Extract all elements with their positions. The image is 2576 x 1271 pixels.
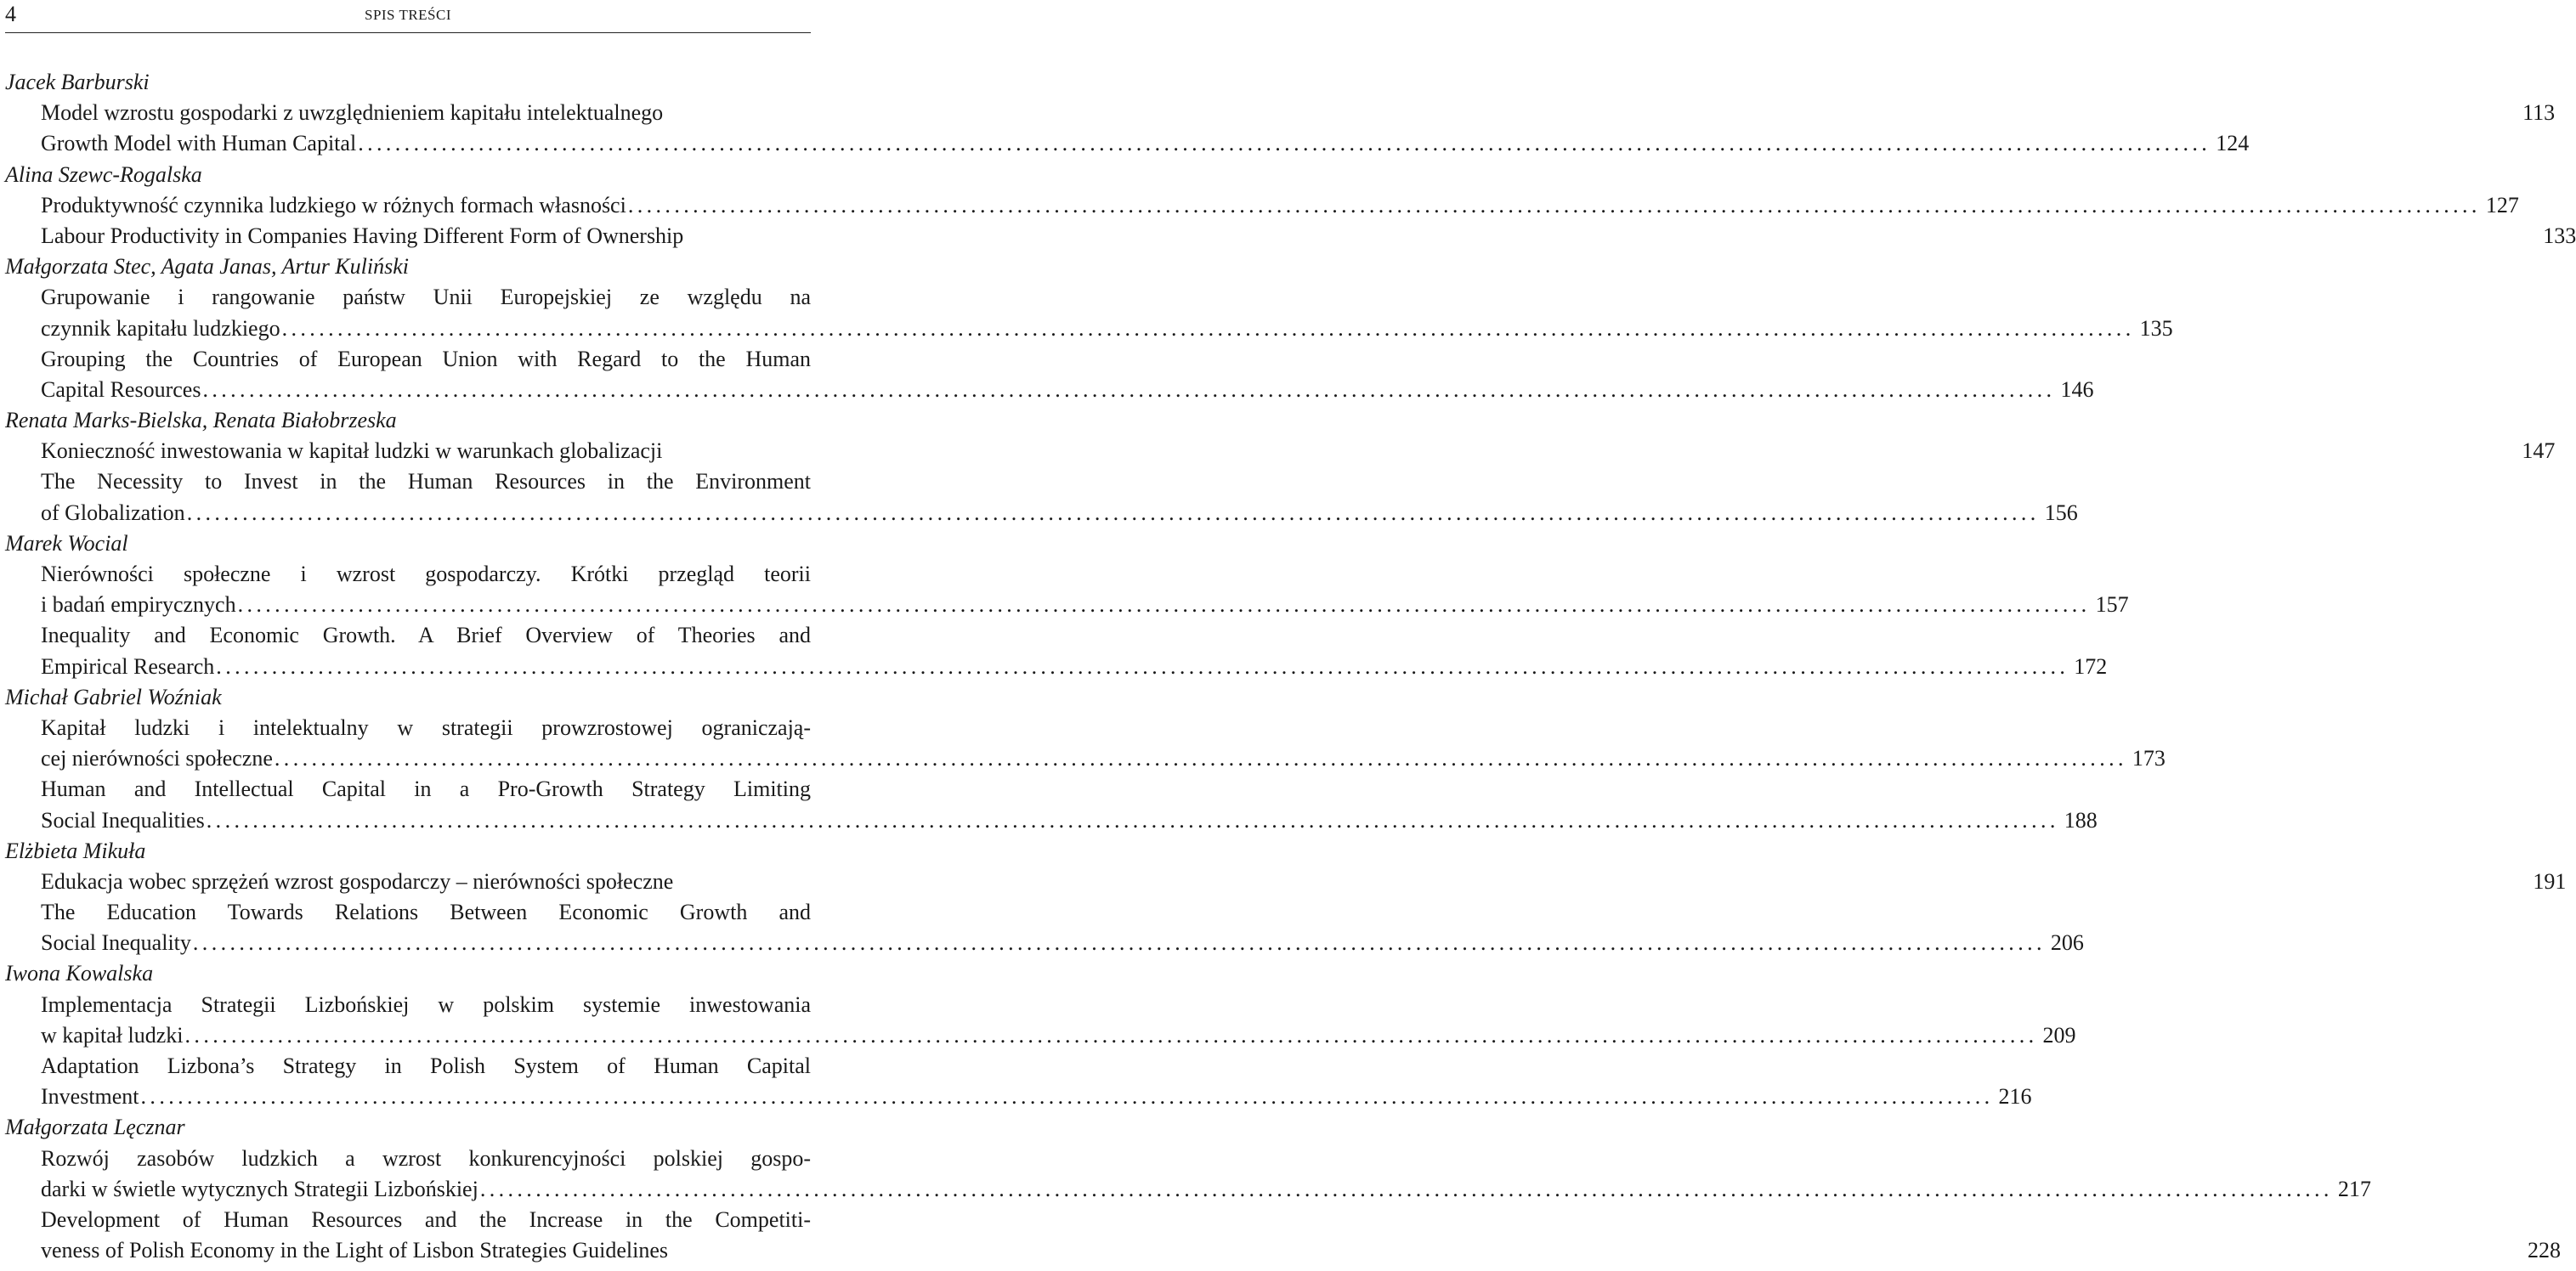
entry-last-line xyxy=(41,1082,2032,1112)
entry-title-line: Implementacja Strategii Lizbońskiej w polskim systemie inwestowania xyxy=(41,991,811,1017)
dot-leader: ........................................................................................................................................................................................................ xyxy=(202,376,2056,402)
dot-leader: ........................................................................................................................................................................................................ xyxy=(237,592,2091,618)
page-reference: 206 xyxy=(2050,930,2084,956)
entry-last-line xyxy=(41,128,2250,159)
entry-title-text: Model wzrostu gospodarki z uwzględnieniem kapitału intelektualnego xyxy=(41,100,664,126)
entry-last-line xyxy=(41,590,2129,620)
entry-title-text: Investment xyxy=(41,1084,139,1110)
entry-last-line xyxy=(41,498,2078,528)
author-name: Małgorzata Stec, Agata Janas, Artur Kuliński xyxy=(5,254,409,280)
entry-last-line xyxy=(41,652,2108,682)
toc-entry[interactable] xyxy=(41,559,2129,620)
dot-leader: ........................................................................................................................................................................................................ xyxy=(281,315,2135,341)
entry-title-line: Grupowanie i rangowanie państw Unii Europejskiej ze względu na xyxy=(41,285,811,310)
entry-title-line: Kapitał ludzki i intelektualny w strategii prowzrostowej ograniczają- xyxy=(41,715,811,740)
entry-last-line xyxy=(41,867,2567,897)
page-reference: 172 xyxy=(2074,653,2108,679)
toc-entry[interactable] xyxy=(41,774,2098,835)
entry-title-text: cej nierówności społeczne xyxy=(41,746,273,771)
running-head: SPIS TREŚCI xyxy=(364,7,452,23)
page-reference: 173 xyxy=(2132,746,2166,771)
dot-leader: ........................................................................................................................................................................................................ xyxy=(184,1022,2038,1048)
toc-entry[interactable] xyxy=(41,1051,2032,1112)
entry-title-text: Social Inequalities xyxy=(41,807,205,833)
page-reference: 135 xyxy=(2139,315,2173,341)
toc-entry[interactable] xyxy=(41,466,2078,528)
dot-leader: ........................................................................................................................................................................................................ xyxy=(358,131,2211,156)
dot-leader: ........................................................................................................................................................................................................ xyxy=(216,653,2069,679)
page-reference: 156 xyxy=(2044,500,2078,525)
table-of-contents xyxy=(0,67,2576,1266)
entry-title-text: darki w świetle wytycznych Strategii Lizbońskiej xyxy=(41,1176,478,1201)
entry-title-text: Empirical Research xyxy=(41,653,215,679)
entry-last-line xyxy=(41,375,2094,405)
entry-last-line xyxy=(41,190,2519,221)
author-name: Iwona Kowalska xyxy=(5,961,154,986)
toc-entry[interactable] xyxy=(41,436,2556,466)
page-reference: 127 xyxy=(2485,192,2519,217)
page-reference: 209 xyxy=(2042,1022,2076,1048)
entry-title-line: Nierówności społeczne i wzrost gospodarczy. Krótki przegląd teorii xyxy=(41,562,811,586)
toc-entry[interactable] xyxy=(41,1205,2562,1266)
entry-last-line xyxy=(41,314,2173,344)
page-header xyxy=(0,0,816,34)
entry-title-text: w kapitał ludzki xyxy=(41,1022,184,1048)
author-name: Renata Marks-Bielska, Renata Białobrzeska xyxy=(5,408,397,433)
toc-entry[interactable] xyxy=(41,897,2084,958)
page-reference: 191 xyxy=(2533,868,2567,894)
entry-title-line: Inequality and Economic Growth. A Brief Overview of Theories and xyxy=(41,623,811,648)
entry-title-text: Edukacja wobec sprzężeń wzrost gospodarczy – nierówności społeczne xyxy=(41,868,674,894)
page-reference: 228 xyxy=(2528,1238,2562,1263)
page-reference: 147 xyxy=(2522,438,2556,464)
entry-title-text: Produktywność czynnika ludzkiego w różnych formach własności xyxy=(41,192,626,217)
toc-entry[interactable] xyxy=(41,128,2250,159)
author-name: Alina Szewc-Rogalska xyxy=(5,161,202,187)
dot-leader: ........................................................................................................................................................................................................ xyxy=(274,746,2127,771)
entry-last-line xyxy=(41,98,2556,128)
entry-title-text: of Globalization xyxy=(41,500,185,525)
entry-title-text: czynnik kapitału ludzkiego xyxy=(41,315,280,341)
toc-entry[interactable] xyxy=(41,344,2094,405)
page-reference: 216 xyxy=(1998,1084,2032,1110)
entry-title-text: Social Inequality xyxy=(41,930,191,956)
page-reference: 113 xyxy=(2522,100,2556,126)
page-reference: 157 xyxy=(2095,592,2129,618)
entry-title-text: Labour Productivity in Companies Having Different Form of Ownership xyxy=(41,223,684,248)
entry-title-text: Konieczność inwestowania w kapitał ludzki w warunkach globalizacji xyxy=(41,438,663,464)
toc-entry[interactable] xyxy=(41,98,2556,128)
entry-last-line xyxy=(41,743,2166,774)
author-name: Jacek Barburski xyxy=(5,70,150,94)
entry-title-line: Human and Intellectual Capital in a Pro-Growth Strategy Limiting xyxy=(41,777,811,802)
toc-entry[interactable] xyxy=(41,713,2166,774)
dot-leader: ........................................................................................................................................................................................................ xyxy=(627,192,2481,217)
entry-title-text: Capital Resources xyxy=(41,376,201,402)
dot-leader: ........................................................................................................................................................................................................ xyxy=(479,1176,2333,1201)
header-rule xyxy=(5,32,811,33)
page-reference: 146 xyxy=(2060,376,2094,402)
toc-entry[interactable] xyxy=(41,190,2519,221)
entry-title-line: Adaptation Lizbona’s Strategy in Polish System of Human Capital xyxy=(41,1054,811,1078)
dot-leader: ........................................................................................................................................................................................................ xyxy=(140,1084,1994,1110)
entry-title-text: i badań empirycznych xyxy=(41,592,236,618)
entry-title-line: The Education Towards Relations Between Economic Growth and xyxy=(41,900,811,925)
toc-entry[interactable] xyxy=(41,221,2576,251)
dot-leader: ........................................................................................................................................................................................................ xyxy=(206,807,2059,833)
entry-last-line xyxy=(41,1235,2562,1266)
toc-entry[interactable] xyxy=(41,990,2076,1051)
entry-title-text: veness of Polish Economy in the Light of Lisbon Strategies Guidelines xyxy=(41,1238,669,1263)
toc-entry[interactable] xyxy=(41,620,2108,681)
entry-title-line: The Necessity to Invest in the Human Resources in the Environment xyxy=(41,469,811,494)
page-reference: 217 xyxy=(2337,1176,2371,1201)
page-reference: 188 xyxy=(2064,807,2098,833)
entry-last-line xyxy=(41,805,2098,836)
entry-title-line: Development of Human Resources and the Increase in the Competiti- xyxy=(41,1206,811,1232)
toc-entry[interactable] xyxy=(41,867,2567,897)
author-name: Elżbieta Mikuła xyxy=(5,838,146,863)
page-reference: 124 xyxy=(2216,131,2250,156)
entry-last-line xyxy=(41,436,2556,466)
entry-last-line xyxy=(41,928,2084,958)
dot-leader: ........................................................................................................................................................................................................ xyxy=(192,930,2046,956)
author-name: Michał Gabriel Woźniak xyxy=(5,684,222,709)
toc-entry[interactable] xyxy=(41,282,2173,343)
page-number: 4 xyxy=(5,2,16,26)
toc-entry[interactable] xyxy=(41,1144,2371,1205)
author-name: Małgorzata Lęcznar xyxy=(5,1115,185,1140)
entry-last-line xyxy=(41,221,2576,251)
page-reference: 133 xyxy=(2543,223,2576,248)
entry-last-line xyxy=(41,1020,2076,1051)
dot-leader: ........................................................................................................................................................................................................ xyxy=(186,500,2040,525)
author-name: Marek Wocial xyxy=(5,530,128,556)
entry-title-line: Grouping the Countries of European Union with Regard to the Human xyxy=(41,346,811,371)
entry-title-line: Rozwój zasobów ludzkich a wzrost konkurencyjności polskiej gospo- xyxy=(41,1145,811,1171)
entry-title-text: Growth Model with Human Capital xyxy=(41,131,357,156)
entry-last-line xyxy=(41,1174,2371,1205)
